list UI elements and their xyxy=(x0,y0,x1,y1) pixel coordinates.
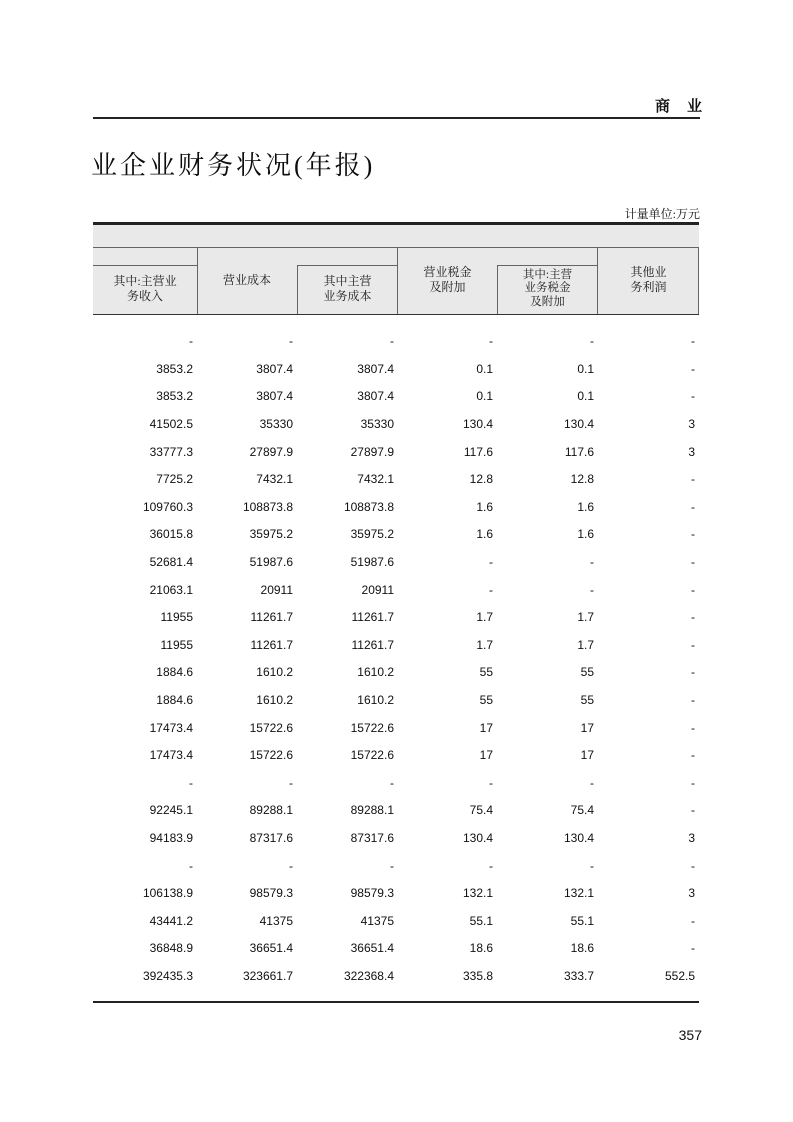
table-cell: - xyxy=(590,775,594,790)
table-cell: 87317.6 xyxy=(350,830,394,845)
table-cell: 41375 xyxy=(360,913,394,928)
table-cell: 552.5 xyxy=(664,968,695,983)
table-cell: - xyxy=(691,555,695,570)
table-row xyxy=(93,741,699,769)
table-cell: 55.1 xyxy=(570,913,594,928)
running-head-rule xyxy=(93,117,700,119)
table-cell: 392435.3 xyxy=(142,968,193,983)
table-cell: 3 xyxy=(688,444,695,459)
table-cell: 94183.9 xyxy=(149,830,193,845)
table-header xyxy=(93,225,699,315)
table-cell: 1.6 xyxy=(577,527,594,542)
column-header-line: 其中:主营 xyxy=(522,268,573,281)
table-cell: 12.8 xyxy=(570,472,594,487)
table-row xyxy=(93,521,699,549)
table-row xyxy=(93,548,699,576)
table-cell: 15722.6 xyxy=(350,720,394,735)
table-cell: 0.1 xyxy=(577,361,594,376)
table-cell: 36651.4 xyxy=(350,941,394,956)
table-cell: - xyxy=(691,334,695,349)
table-cell: 15722.6 xyxy=(350,748,394,763)
column-header-main-cost xyxy=(297,265,398,314)
table-cell: 17 xyxy=(479,720,493,735)
table-cell: - xyxy=(691,361,695,376)
table-cell: 7432.1 xyxy=(357,472,394,487)
table-cell: 36015.8 xyxy=(149,527,193,542)
table-cell: - xyxy=(590,334,594,349)
column-header-line: 及附加 xyxy=(530,295,565,308)
table-cell: 89288.1 xyxy=(350,803,394,818)
table-cell: - xyxy=(691,803,695,818)
table-cell: 1.7 xyxy=(476,637,493,652)
table-cell: - xyxy=(390,775,394,790)
table-cell: 98579.3 xyxy=(249,886,293,901)
column-header-other-profit xyxy=(598,247,699,314)
table-cell: - xyxy=(189,334,193,349)
table-cell: 1610.2 xyxy=(357,693,394,708)
table-row xyxy=(93,907,699,935)
table-cell: - xyxy=(691,858,695,873)
table-cell: 36848.9 xyxy=(149,941,193,956)
table-cell: 36651.4 xyxy=(249,941,293,956)
table-cell: 11955 xyxy=(160,610,193,625)
table-row xyxy=(93,769,699,797)
table-cell: 1.6 xyxy=(476,499,493,514)
table-cell: 108873.8 xyxy=(343,499,394,514)
table-cell: 1610.2 xyxy=(357,665,394,680)
table-cell: 55 xyxy=(580,665,594,680)
table-cell: 51987.6 xyxy=(350,555,394,570)
table-body xyxy=(93,315,699,1001)
column-header-line: 务利润 xyxy=(630,280,667,294)
table-cell: 132.1 xyxy=(563,886,594,901)
table-cell: 27897.9 xyxy=(249,444,293,459)
table-cell: 17473.4 xyxy=(149,720,193,735)
table-cell: 11261.7 xyxy=(351,637,394,652)
table-cell: 20911 xyxy=(260,582,293,597)
table-cell: - xyxy=(289,334,293,349)
table-cell: - xyxy=(691,499,695,514)
table-cell: 17 xyxy=(580,748,594,763)
table-cell: - xyxy=(590,555,594,570)
table-cell: 11261.7 xyxy=(351,610,394,625)
table-cell: 11261.7 xyxy=(250,610,293,625)
table-cell: 15722.6 xyxy=(249,720,293,735)
table-cell: - xyxy=(691,775,695,790)
page-title: 业企业财务状况(年报) xyxy=(91,151,376,180)
table-cell: 0.1 xyxy=(476,361,493,376)
table-cell: - xyxy=(489,858,493,873)
table-row xyxy=(93,631,699,659)
table-cell: 35975.2 xyxy=(249,527,293,542)
table-cell: 335.8 xyxy=(462,968,493,983)
table-cell: - xyxy=(691,693,695,708)
table-cell: 51987.6 xyxy=(249,555,293,570)
table-cell: 1.6 xyxy=(577,499,594,514)
table-cell: 1.7 xyxy=(577,610,594,625)
table-cell: - xyxy=(489,775,493,790)
table-row xyxy=(93,714,699,742)
running-head-section: 商 业 xyxy=(654,99,703,115)
column-header-main-business-tax xyxy=(497,265,598,314)
table-cell: 11261.7 xyxy=(250,637,293,652)
table-row xyxy=(93,438,699,466)
table-cell: - xyxy=(390,858,394,873)
table-cell: 55 xyxy=(479,665,493,680)
table-cell: 108873.8 xyxy=(242,499,293,514)
table-cell: 17473.4 xyxy=(149,748,193,763)
table-row xyxy=(93,465,699,493)
column-header-line: 营业成本 xyxy=(222,272,271,287)
table-cell: 43441.2 xyxy=(149,913,193,928)
table-cell: 75.4 xyxy=(469,803,493,818)
table-cell: 1.7 xyxy=(577,637,594,652)
table-cell: - xyxy=(691,389,695,404)
table-cell: 1610.2 xyxy=(256,693,293,708)
table-cell: 98579.3 xyxy=(350,886,394,901)
table-cell: 7725.2 xyxy=(156,472,193,487)
table-cell: - xyxy=(390,334,394,349)
table-cell: - xyxy=(691,720,695,735)
column-header-line: 及附加 xyxy=(429,280,466,294)
table-cell: 130.4 xyxy=(462,830,493,845)
table-cell: 3853.2 xyxy=(156,361,193,376)
table-cell: 109760.3 xyxy=(142,499,193,514)
table-cell: - xyxy=(189,858,193,873)
table-cell: - xyxy=(691,472,695,487)
table-cell: 130.4 xyxy=(462,417,493,432)
column-header-line: 业务税金 xyxy=(524,282,571,295)
table-row xyxy=(93,493,699,521)
table-cell: - xyxy=(691,748,695,763)
table-cell: - xyxy=(489,555,493,570)
table-cell: 41502.5 xyxy=(149,417,193,432)
table-cell: - xyxy=(590,582,594,597)
table-cell: 11955 xyxy=(160,637,193,652)
table-row xyxy=(93,797,699,825)
table-cell: 3807.4 xyxy=(357,361,394,376)
table-cell: 21063.1 xyxy=(149,582,193,597)
table-cell: 41375 xyxy=(259,913,293,928)
table-cell: 55 xyxy=(479,693,493,708)
table-cell: 35975.2 xyxy=(350,527,394,542)
table-cell: 75.4 xyxy=(570,803,594,818)
table-cell: - xyxy=(691,637,695,652)
column-header-main-revenue xyxy=(93,265,197,314)
table-cell: 3 xyxy=(688,886,695,901)
table-cell: 7432.1 xyxy=(256,472,293,487)
page-number: 357 xyxy=(678,1027,702,1043)
table-cell: 35330 xyxy=(360,417,394,432)
table-cell: - xyxy=(189,775,193,790)
table-row xyxy=(93,383,699,411)
table-cell: 89288.1 xyxy=(249,803,293,818)
table-cell: 27897.9 xyxy=(350,444,394,459)
table-row xyxy=(93,603,699,631)
table-cell: - xyxy=(691,610,695,625)
table-cell: - xyxy=(691,665,695,680)
table-cell: - xyxy=(489,334,493,349)
table-row xyxy=(93,328,699,356)
table-cell: 1884.6 xyxy=(156,665,193,680)
table-cell: 35330 xyxy=(259,417,293,432)
column-header-line: 营业税金 xyxy=(423,265,472,279)
table-cell: 130.4 xyxy=(563,417,594,432)
table-bottom-border xyxy=(93,1001,699,1004)
table-cell: - xyxy=(590,858,594,873)
table-cell: 132.1 xyxy=(462,886,493,901)
table-cell: 18.6 xyxy=(570,941,594,956)
column-header-line: 其他业 xyxy=(630,265,667,279)
table-cell: 33777.3 xyxy=(149,444,193,459)
table-cell: 18.6 xyxy=(469,941,493,956)
table-cell: 1884.6 xyxy=(156,693,193,708)
table-row xyxy=(93,962,699,990)
table-cell: 322368.4 xyxy=(343,968,394,983)
table-cell: 92245.1 xyxy=(149,803,193,818)
table-cell: - xyxy=(691,582,695,597)
table-cell: 15722.6 xyxy=(249,748,293,763)
table-cell: 117.6 xyxy=(564,444,594,459)
table-row xyxy=(93,686,699,714)
table-row xyxy=(93,576,699,604)
table-cell: 130.4 xyxy=(563,830,594,845)
table-cell: 1.6 xyxy=(476,527,493,542)
table-cell: 20911 xyxy=(361,582,394,597)
table-cell: 12.8 xyxy=(469,472,493,487)
table-row xyxy=(93,659,699,687)
column-header-line: 其中:主营业 xyxy=(113,274,177,288)
table-cell: 1.7 xyxy=(476,610,493,625)
column-header-line: 务收入 xyxy=(126,289,163,303)
table-cell: - xyxy=(289,775,293,790)
table-row xyxy=(93,410,699,438)
table-cell: 106138.9 xyxy=(142,886,193,901)
table-cell: 17 xyxy=(479,748,493,763)
table-cell: 3 xyxy=(688,830,695,845)
table-cell: 117.6 xyxy=(463,444,493,459)
table-cell: - xyxy=(691,913,695,928)
table-cell: 0.1 xyxy=(577,389,594,404)
table-cell: 0.1 xyxy=(476,389,493,404)
table-cell: - xyxy=(289,858,293,873)
column-header-line: 其中主营 xyxy=(323,274,372,288)
statistics-table xyxy=(93,222,699,1003)
table-cell: - xyxy=(489,582,493,597)
table-cell: 87317.6 xyxy=(249,830,293,845)
table-cell: 17 xyxy=(580,720,594,735)
table-row xyxy=(93,852,699,880)
table-row xyxy=(93,355,699,383)
table-row xyxy=(93,879,699,907)
table-cell: 3853.2 xyxy=(156,389,193,404)
table-row xyxy=(93,824,699,852)
table-cell: 52681.4 xyxy=(149,555,193,570)
table-cell: 1610.2 xyxy=(256,665,293,680)
unit-note: 计量单位:万元 xyxy=(624,207,700,221)
table-cell: 3807.4 xyxy=(256,361,293,376)
table-cell: - xyxy=(691,941,695,956)
table-cell: - xyxy=(691,527,695,542)
column-header-business-tax xyxy=(398,247,497,314)
column-header-operating-cost xyxy=(197,247,297,314)
table-cell: 333.7 xyxy=(563,968,594,983)
table-cell: 3 xyxy=(688,417,695,432)
table-cell: 55 xyxy=(580,693,594,708)
table-cell: 55.1 xyxy=(469,913,493,928)
table-cell: 323661.7 xyxy=(242,968,293,983)
table-cell: 3807.4 xyxy=(256,389,293,404)
column-header-line: 业务成本 xyxy=(323,289,372,303)
table-row xyxy=(93,935,699,963)
table-cell: 3807.4 xyxy=(357,389,394,404)
